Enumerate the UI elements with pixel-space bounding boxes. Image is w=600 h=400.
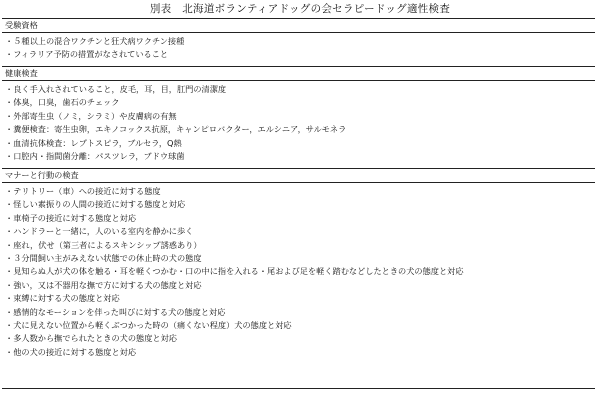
list-item: ・見知らぬ人が犬の体を触る・耳を軽くつかむ・口の中に指を入れる・尾および足を軽く踏むなどしたときの犬の態度と対応 <box>5 266 464 277</box>
section-body-health-check <box>2 81 595 168</box>
section-header-manner-behavior: マナーと行動の検査 <box>2 169 595 183</box>
section-qualification <box>2 19 595 66</box>
page-title: 別表 北海道ボランティアドッグの会セラピードッグ適性検査 <box>149 3 451 15</box>
list-item: ・テリトリー（車）への接近に対する態度 <box>5 186 161 196</box>
list-item: ・血清抗体検査：レプトスピラ，ブルセラ，Q熱 <box>5 137 182 148</box>
list-item: ・束縛に対する犬の態度と対応 <box>5 293 120 304</box>
section-body-manner-behavior <box>2 183 595 388</box>
inspection-table <box>2 18 595 389</box>
list-item: ・良く手入れされていること，皮毛，耳，目，肛門の清潔度 <box>5 84 227 94</box>
list-item: ・感情的なモーションを伴った叫びに対する犬の態度と対応 <box>5 306 226 317</box>
list-item: ・多人数から撫でられたときの犬の態度と対応 <box>5 333 177 344</box>
list-item: ・体臭，口臭，歯石のチェック <box>5 97 120 108</box>
list-item: ・外部寄生虫（ノミ，シラミ）や皮膚病の有無 <box>5 110 177 121</box>
list-item: ・強い，又は不器用な撫で方に対する犬の態度と対応 <box>5 279 202 290</box>
list-item: ・糞便検査：寄生虫卵，エキノコックス抗原，キャンピロバクター，エルシニア，サルモネラ <box>5 124 347 135</box>
list-item: ・３分間飼い主がみえない状態での休止時の犬の態度 <box>5 252 202 263</box>
list-item: ・怪しい素振りの人間の接近に対する態度と対応 <box>5 199 186 210</box>
list-item: ・車椅子の接近に対する態度と対応 <box>5 212 137 223</box>
list-item: ・フィラリア予防の措置がなされていること <box>5 49 169 60</box>
list-item: ・口腔内・指間菌分離：パスツレラ，ブドウ球菌 <box>5 150 185 161</box>
section-body-qualification <box>2 33 595 66</box>
section-health-check <box>2 66 595 168</box>
list-item: ・５種以上の混合ワクチンと狂犬病ワクチン接種 <box>5 36 185 46</box>
section-manner-behavior <box>2 168 595 388</box>
list-item: ・犬に見えない位置から軽くぶつかった時の（痛くない程度）犬の態度と対応 <box>5 319 292 330</box>
section-header-health-check: 健康検査 <box>2 67 595 81</box>
section-header-qualification: 受験資格 <box>2 19 595 33</box>
list-item: ・座れ，伏せ（第三者によるスキンシップ誘惑あり） <box>5 239 202 250</box>
list-item: ・ハンドラーと一緒に，人のいる室内を静かに歩く <box>5 226 194 237</box>
list-item: ・他の犬の接近に対する態度と対応 <box>5 346 137 357</box>
